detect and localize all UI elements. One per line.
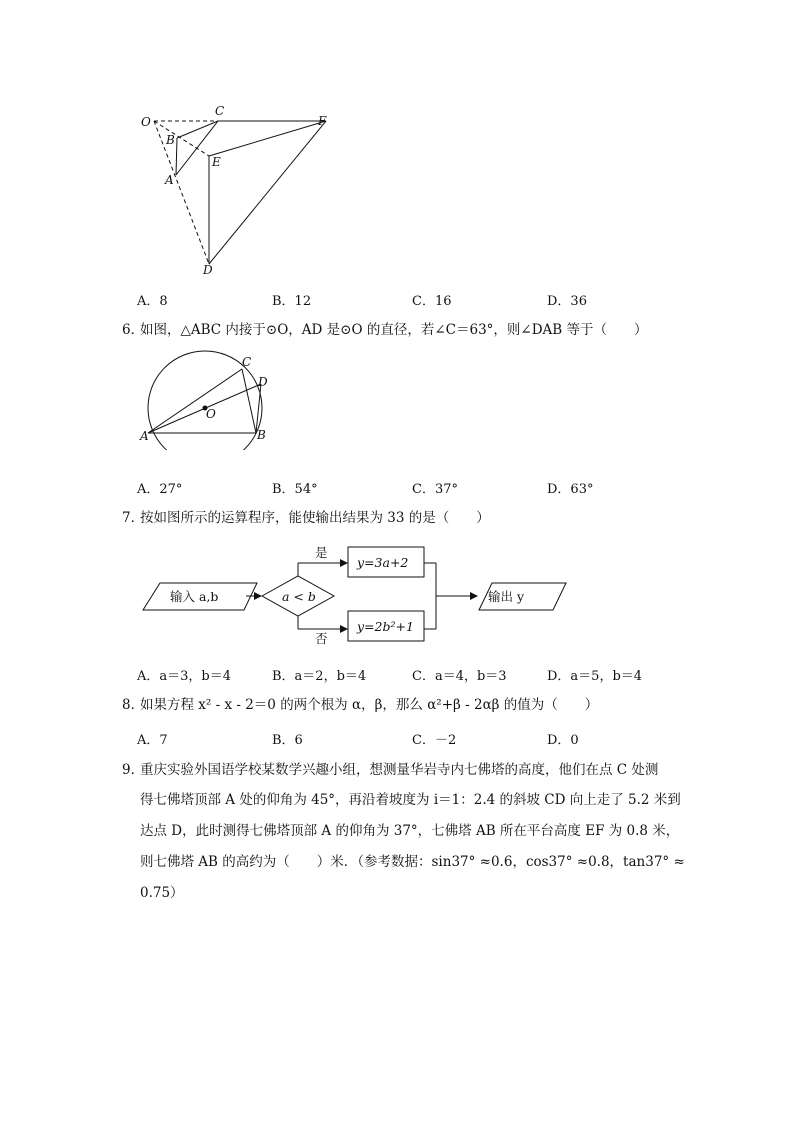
q6-label-O: O: [206, 407, 216, 421]
q9-line-2: 得七佛塔顶部 A 处的仰角为 45°，再沿着坡度为 i＝1：2.4 的斜坡 CD 向上走了 5.2 米到: [140, 792, 681, 808]
q9-line-4: 则七佛塔 AB 的高约为（ ）米．（参考数据：sin37° ≈0.6，cos37° ≈0.8，tan37° ≈: [140, 854, 685, 870]
q7-option-c: C．a＝4，b＝3: [412, 669, 507, 684]
q7-option-a: A．a＝3，b＝4: [137, 669, 232, 684]
q6-label-C: C: [242, 355, 252, 369]
q7-option-b: B．a＝2，b＝4: [272, 669, 367, 684]
flow-formula-no: y=2b²+1: [357, 619, 414, 634]
q5-option-c: C．16: [412, 294, 452, 309]
q9-line-3: 达点 D，此时测得七佛塔顶部 A 的仰角为 37°，七佛塔 AB 所在平台高度 EF 为 0.8 米，: [140, 823, 680, 839]
q6-label-D: D: [258, 375, 268, 389]
q5-figure: [130, 100, 340, 280]
q7-number: 7．: [122, 510, 145, 526]
q6-stem: 如图，△ABC 内接于⊙O，AD 是⊙O 的直径，若∠C＝63°，则∠DAB 等于（ ）: [140, 322, 648, 338]
q5-option-a: A．8: [137, 294, 168, 309]
q6-figure: [135, 350, 285, 450]
q5-option-d: D．36: [547, 294, 587, 309]
q8-option-d: D．0: [547, 733, 579, 748]
q8-option-a: A．7: [137, 733, 168, 748]
q7-stem: 按如图所示的运算程序，能使输出结果为 33 的是（ ）: [140, 510, 490, 526]
q6-option-a: A．27°: [137, 482, 183, 497]
q6-option-d: D．63°: [547, 482, 594, 497]
label-E: E: [212, 155, 221, 169]
label-O: O: [141, 115, 151, 129]
q8-option-b: B．6: [272, 733, 303, 748]
flow-output: 输出 y: [488, 589, 525, 604]
q6-option-c: C．37°: [412, 482, 458, 497]
q6-option-b: B．54°: [272, 482, 318, 497]
q9-number: 9．: [122, 762, 145, 778]
flow-condition: a < b: [282, 589, 316, 604]
q8-option-c: C．－2: [412, 733, 457, 748]
q7-option-d: D．a＝5，b＝4: [547, 669, 643, 684]
flow-yes: 是: [315, 545, 328, 560]
label-A: A: [165, 173, 174, 187]
q9-line-1: 重庆实验外国语学校某数学兴趣小组，想测量华岩寺内七佛塔的高度，他们在点 C 处测: [140, 762, 659, 778]
flow-input: 输入 a,b: [170, 589, 219, 604]
q6-label-A: A: [140, 429, 149, 443]
q8-number: 8．: [122, 697, 145, 713]
label-C: C: [215, 104, 225, 118]
label-F: F: [318, 114, 327, 128]
q5-option-b: B．12: [272, 294, 312, 309]
label-B: B: [166, 133, 175, 147]
flow-formula-yes: y=3a+2: [357, 555, 409, 570]
label-D: D: [203, 263, 213, 277]
q7-flowchart: [140, 540, 570, 645]
q6-number: 6．: [122, 322, 145, 338]
q8-stem: 如果方程 x² - x - 2＝0 的两个根为 α，β，那么 α²+β - 2αβ 的值为（ ）: [140, 697, 599, 713]
q6-label-B: B: [257, 428, 266, 442]
flow-no: 否: [315, 631, 328, 645]
q9-line-5: 0.75）: [140, 885, 184, 901]
